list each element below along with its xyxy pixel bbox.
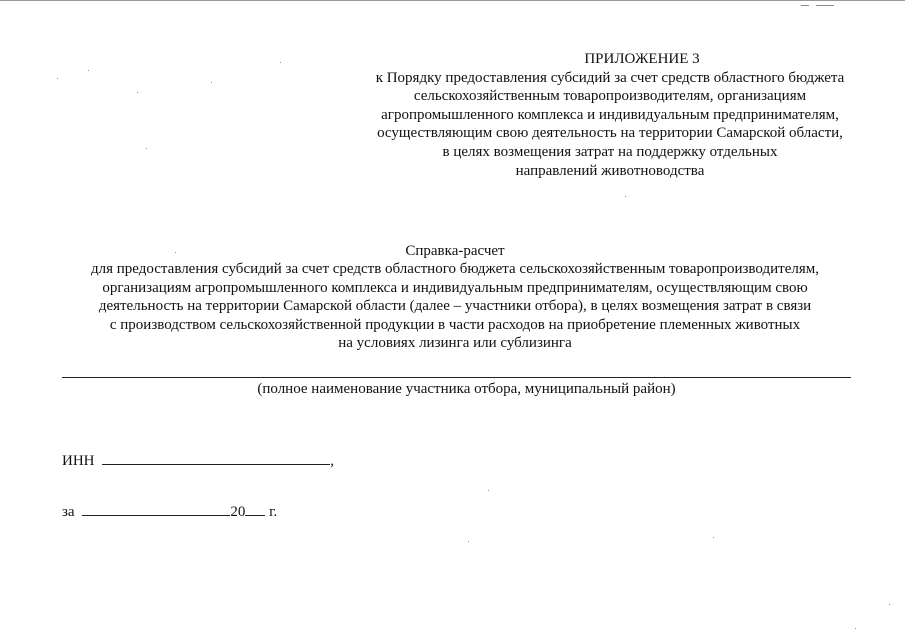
scan-speck — [889, 604, 890, 605]
certificate-line: деятельность на территории Самарской области (далее – участники отбора), в целях возмещения затрат в связи — [98, 298, 812, 315]
year-field[interactable] — [245, 501, 265, 516]
period-row — [62, 501, 277, 521]
certificate-title: Справка-расчет — [405, 243, 505, 259]
scan-speck — [801, 5, 809, 6]
appendix-line: сельскохозяйственным товаропроизводителям, организациям — [413, 88, 807, 105]
year-prefix: 20 — [230, 504, 246, 520]
certificate-line: для предоставления субсидий за счет средств областного бюджета сельскохозяйственным товаропроизводителям, — [91, 261, 819, 278]
inn-field[interactable] — [102, 450, 330, 465]
appendix-title: ПРИЛОЖЕНИЕ 3 — [584, 51, 700, 67]
appendix-line: в целях возмещения затрат на поддержку отдельных — [442, 143, 778, 160]
scan-speck — [88, 70, 89, 71]
scan-speck — [488, 490, 489, 491]
scan-speck — [280, 62, 281, 63]
scan-speck — [175, 252, 176, 253]
certificate-line: организациям агропромышленного комплекса и индивидуальным предпринимателям, осуществляющим свою — [102, 279, 808, 296]
certificate-line: с производством сельскохозяйственной продукции в части расходов на приобретение племенных животных — [109, 316, 801, 333]
participant-name-field[interactable] — [62, 377, 851, 378]
appendix-line: осуществляющим свою деятельность на территории Самарской области, — [377, 125, 843, 142]
participant-name-caption: (полное наименование участника отбора, муниципальный район) — [257, 381, 676, 397]
inn-suffix: , — [330, 453, 334, 469]
scan-speck — [625, 196, 626, 197]
certificate-heading — [50, 242, 860, 352]
scan-speck — [137, 92, 138, 93]
scan-speck — [211, 82, 212, 83]
inn-row — [62, 450, 334, 470]
certificate-line: на условиях лизинга или сублизинга — [338, 335, 572, 352]
inn-label: ИНН — [62, 453, 95, 469]
appendix-line: к Порядку предоставления субсидий за счет средств областного бюджета — [375, 69, 845, 86]
scan-speck — [146, 148, 147, 149]
scan-speck — [816, 5, 834, 6]
appendix-header — [330, 50, 890, 180]
page-top-edge — [0, 0, 905, 1]
scan-speck — [57, 78, 58, 79]
appendix-line: направлений животноводства — [515, 162, 705, 179]
scan-speck — [468, 541, 469, 542]
period-prefix: за — [62, 504, 75, 520]
scan-speck — [855, 628, 856, 629]
year-suffix: г. — [269, 504, 278, 520]
appendix-line: агропромышленного комплекса и индивидуальным предпринимателям, — [381, 106, 839, 123]
period-field[interactable] — [82, 501, 230, 516]
scan-speck — [713, 537, 714, 538]
